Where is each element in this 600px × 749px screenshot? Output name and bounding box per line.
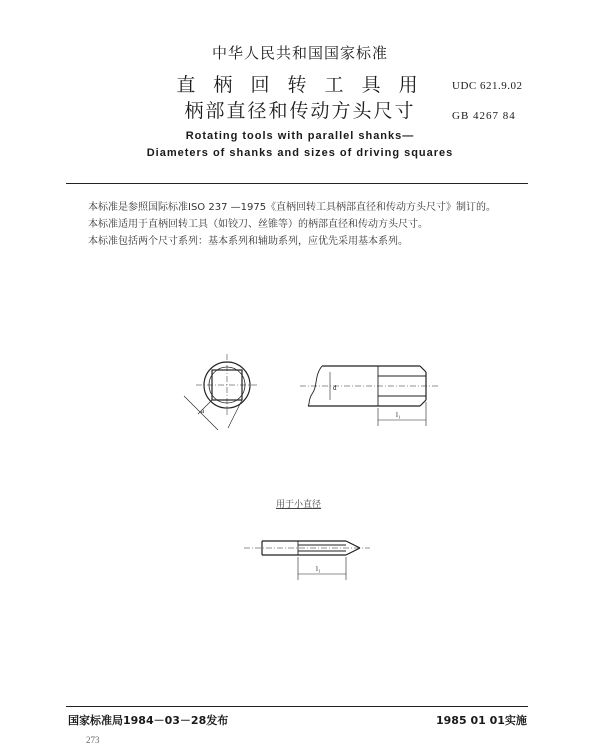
udc-code: UDC 621.9.02 <box>452 80 523 92</box>
chamfer-top <box>420 366 426 372</box>
end-view-figure <box>184 354 258 430</box>
issue-date: 国家标准局1984－03－28发布 <box>68 714 229 727</box>
small-label-l1: l₁ <box>316 565 321 573</box>
title-en-line2: Diameters of shanks and sizes of driving squares <box>146 147 454 159</box>
label-d: d <box>333 384 337 392</box>
title-cn-line2: 柄部直径和传动方头尺寸 <box>184 100 416 122</box>
gb-number: GB 4267 84 <box>452 110 516 122</box>
dim-extension-a2 <box>228 400 242 428</box>
title-cn-line1: 直 柄 回 转 工 具 用 <box>176 74 424 96</box>
small-diameter-figure <box>244 541 370 580</box>
paragraph-scope: 本标准适用于直柄回转工具（如铰刀、丝锥等）的柄部直径和传动方头尺寸。 <box>88 219 428 230</box>
paragraph-reference: 本标准是参照国际标准ISO 237 —1975《直柄回转工具柄部直径和传动方头尺寸》制订的。 <box>88 202 497 213</box>
page-number: 273 <box>86 735 100 745</box>
small-diameter-caption: 用于小直径 <box>276 500 322 510</box>
footer-divider <box>66 706 528 707</box>
label-l1: l₁ <box>396 411 401 419</box>
chamfer-bottom <box>420 400 426 406</box>
title-en-line1: Rotating tools with parallel shanks— <box>185 130 415 142</box>
label-a: a <box>201 407 205 415</box>
standard-organization: 中华人民共和国国家标准 <box>211 44 388 62</box>
paragraph-series: 本标准包括两个尺寸系列：基本系列和辅助系列，应优先采用基本系列。 <box>88 236 408 247</box>
effective-date: 1985 01 01实施 <box>436 714 527 727</box>
side-view-figure <box>300 366 438 426</box>
point-bottom <box>346 548 360 555</box>
point-top <box>346 541 360 548</box>
